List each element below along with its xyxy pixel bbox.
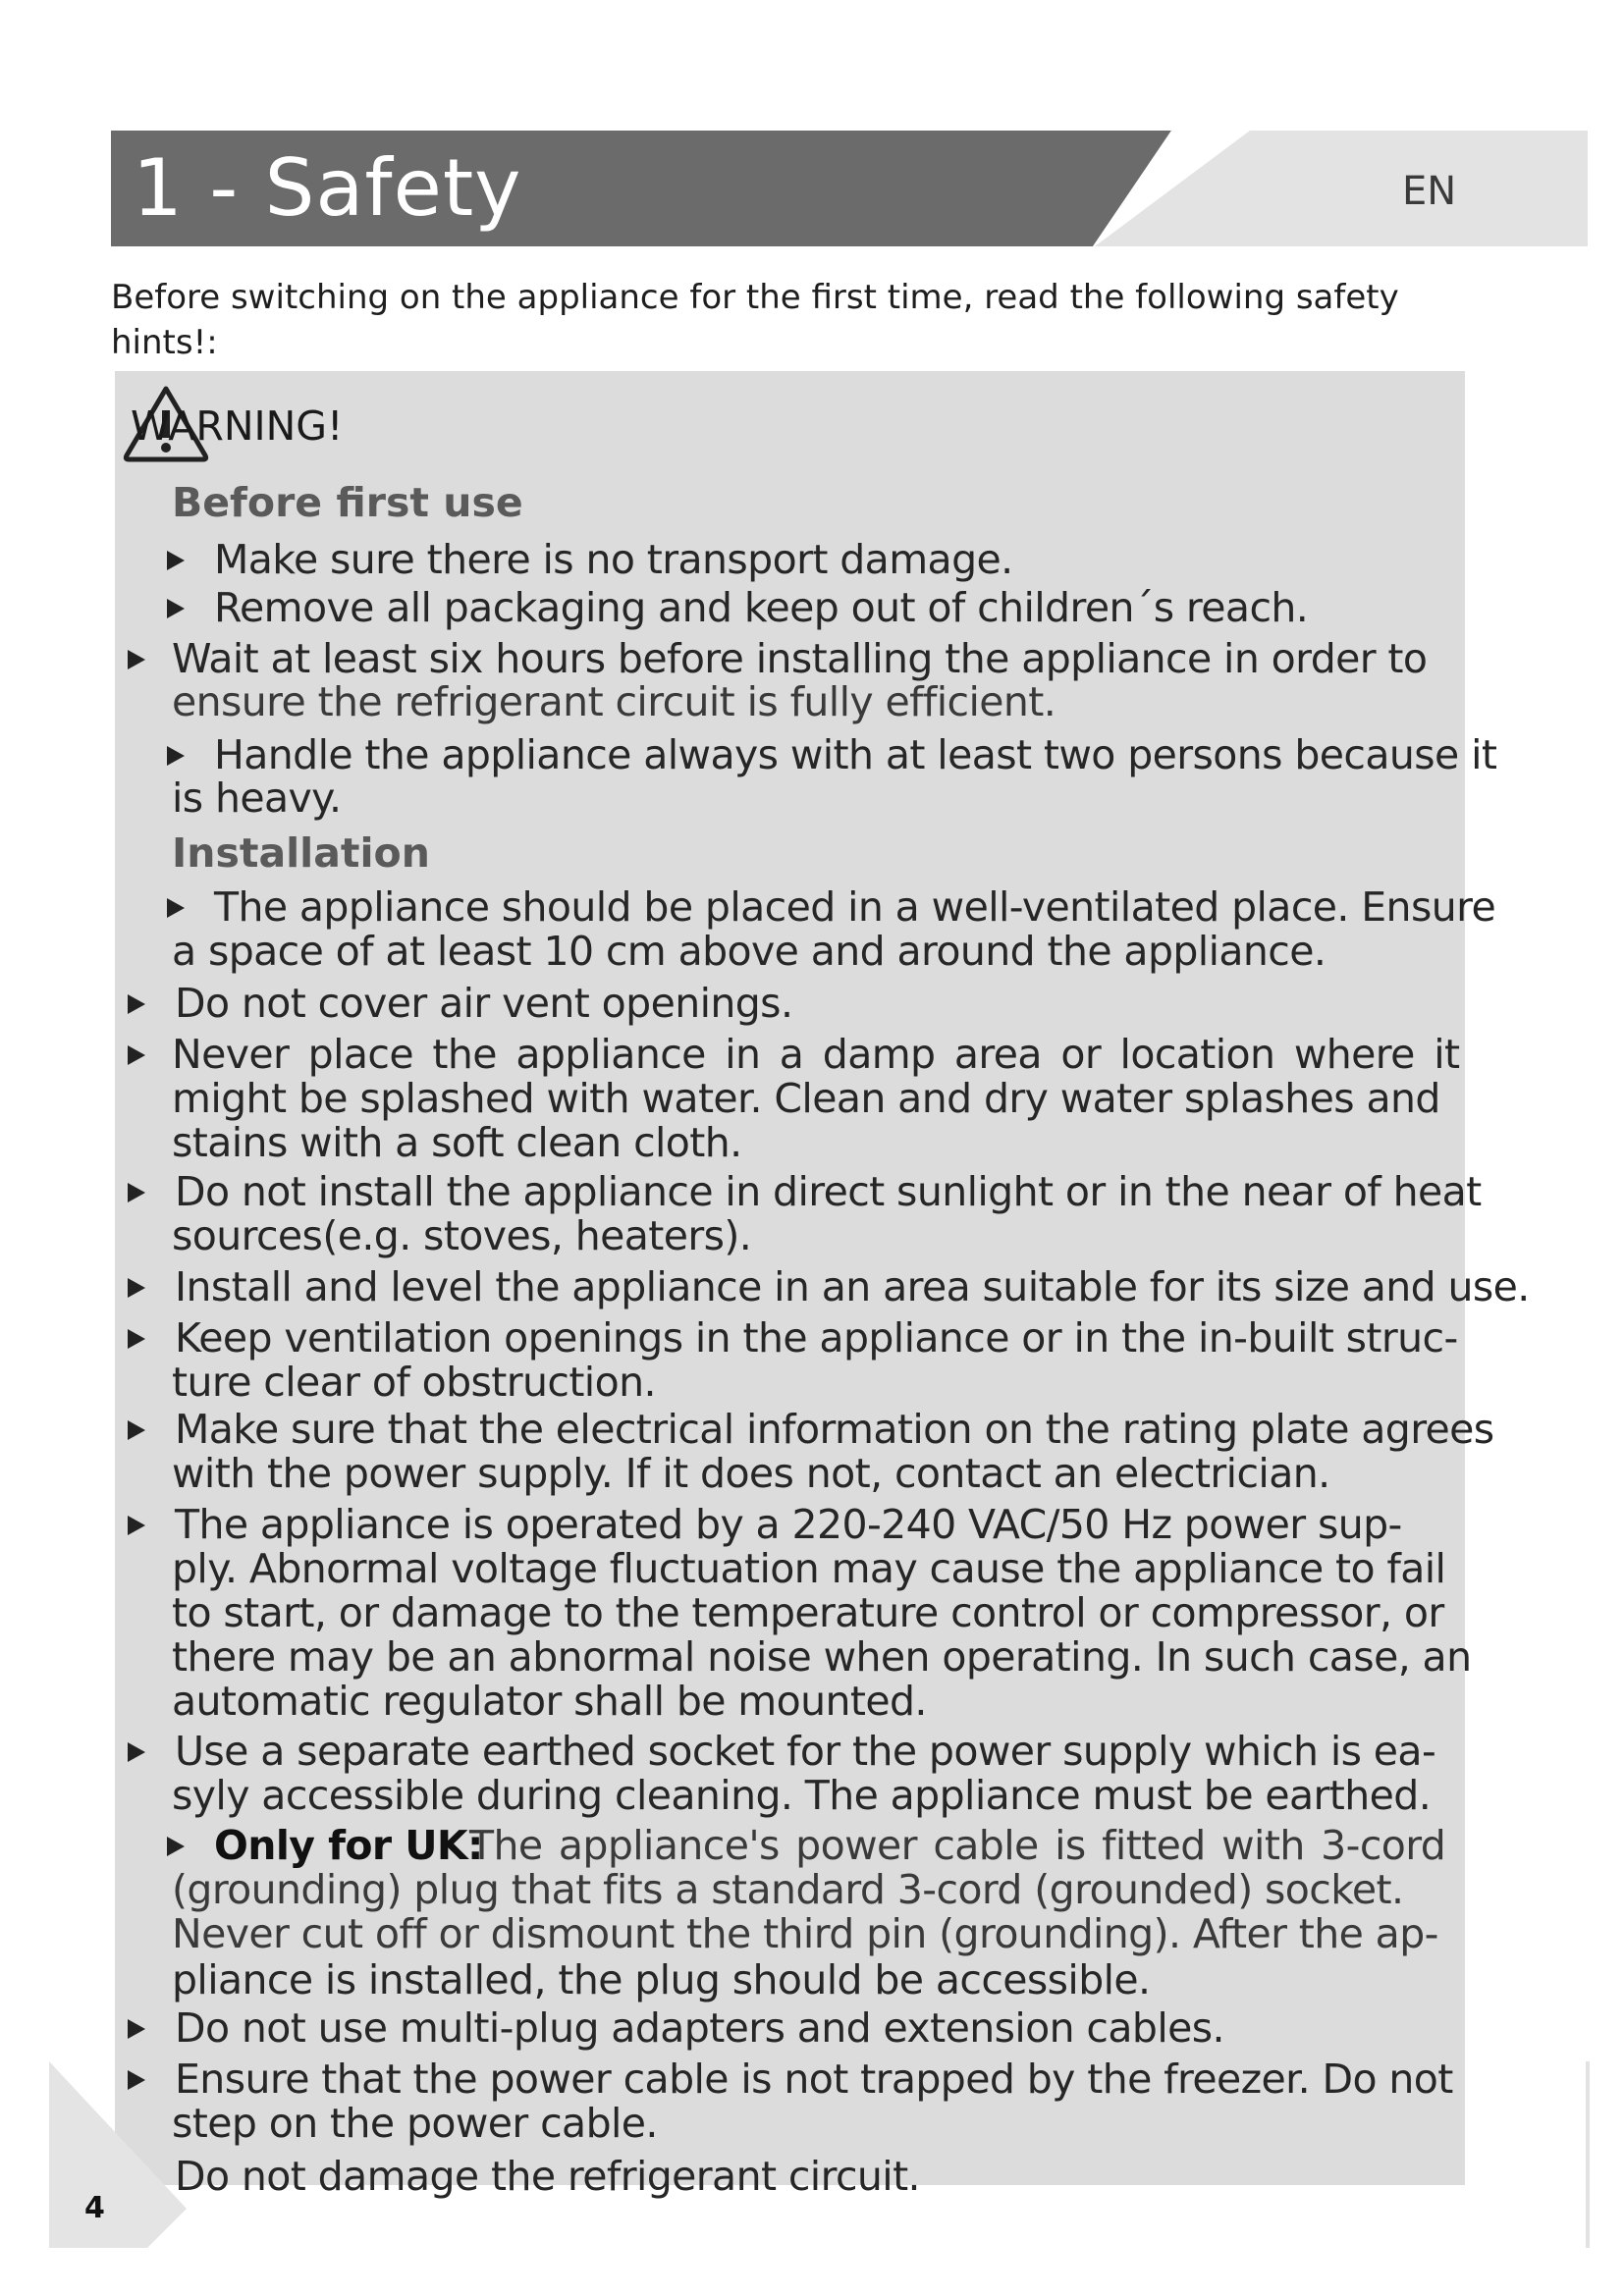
- list-item-continued: ply. Abnormal voltage fluctuation may cause the appliance to fail: [172, 1545, 1446, 1592]
- section-installation: Installation: [172, 829, 430, 877]
- list-item: Make sure there is no transport damage.: [214, 536, 1013, 583]
- list-item: Handle the appliance always with at least two persons because it: [214, 731, 1497, 778]
- list-item: Use a separate earthed socket for the power supply which is ea-: [175, 1728, 1436, 1775]
- bullet-icon: [128, 1278, 145, 1298]
- list-item: Do not damage the refrigerant circuit.: [175, 2153, 920, 2200]
- list-item-continued: is heavy.: [172, 774, 342, 822]
- list-item: The appliance is operated by a 220-240 VAC/50 Hz power sup-: [175, 1501, 1402, 1548]
- bullet-icon: [128, 2019, 145, 2039]
- list-item: Keep ventilation openings in the appliance or in the in-built struc-: [175, 1314, 1458, 1362]
- list-item-continued: there may be an abnormal noise when operating. In such case, an: [172, 1633, 1472, 1681]
- bullet-icon: [167, 898, 185, 918]
- list-item-continued: Never cut off or dismount the third pin (grounding). After the ap-: [172, 1910, 1438, 1957]
- bullet-icon: [128, 1742, 145, 1762]
- list-item-continued: might be splashed with water. Clean and dry water splashes and: [172, 1075, 1440, 1122]
- language-code: EN: [1402, 169, 1457, 214]
- list-item: Remove all packaging and keep out of children´s reach.: [214, 584, 1309, 631]
- list-item-continued: syly accessible during cleaning. The appliance must be earthed.: [172, 1772, 1432, 1819]
- list-item: The appliance's power cable is fitted with 3-cord: [469, 1822, 1446, 1869]
- list-item: Never place the appliance in a damp area or location where it: [172, 1031, 1460, 1078]
- list-item: Make sure that the electrical information on the rating plate agrees: [175, 1406, 1494, 1453]
- list-item-continued: sources(e.g. stoves, heaters).: [172, 1212, 752, 1259]
- list-item-continued: to start, or damage to the temperature control or compressor, or: [172, 1589, 1444, 1636]
- list-item-continued: pliance is installed, the plug should be accessible.: [172, 1956, 1151, 2003]
- bullet-icon: [128, 1420, 145, 1440]
- list-item-continued: stains with a soft clean cloth.: [172, 1119, 742, 1166]
- bullet-icon: [128, 1045, 145, 1065]
- bullet-icon: [167, 746, 185, 766]
- warning-label: WARNING!: [131, 402, 344, 450]
- list-item-continued: (grounding) plug that fits a standard 3-cord (grounded) socket.: [172, 1866, 1404, 1913]
- list-item-continued: a space of at least 10 cm above and around the appliance.: [172, 928, 1326, 975]
- footer-edge-line: [1586, 2061, 1590, 2248]
- list-item-continued: step on the power cable.: [172, 2100, 658, 2147]
- page-title: 1 - Safety: [133, 142, 522, 234]
- intro-text: Before switching on the appliance for the first time, read the following safety hints!:: [111, 278, 1399, 362]
- page-number: 4: [84, 2191, 105, 2225]
- section-before-first-use: Before first use: [172, 479, 523, 526]
- list-item-continued: with the power supply. If it does not, contact an electrician.: [172, 1450, 1330, 1497]
- list-item: Do not cover air vent openings.: [175, 980, 793, 1027]
- bullet-icon: [128, 1183, 145, 1202]
- list-item: Do not install the appliance in direct sunlight or in the near of heat: [175, 1168, 1482, 1215]
- list-item-continued: automatic regulator shall be mounted.: [172, 1678, 927, 1725]
- list-item: The appliance should be placed in a well-ventilated place. Ensure: [214, 883, 1496, 931]
- bullet-icon: [167, 1837, 185, 1856]
- list-item: Wait at least six hours before installing the appliance in order to: [172, 635, 1428, 682]
- bullet-icon: [167, 599, 185, 618]
- footer-page-tab: [49, 2061, 187, 2248]
- bullet-icon: [167, 551, 185, 570]
- uk-only-label: Only for UK:: [214, 1822, 483, 1869]
- list-item: Ensure that the power cable is not trapped by the freezer. Do not: [175, 2056, 1453, 2103]
- list-item-continued: ensure the refrigerant circuit is fully efficient.: [172, 678, 1056, 725]
- list-item: Install and level the appliance in an area suitable for its size and use.: [175, 1263, 1530, 1310]
- bullet-icon: [128, 1329, 145, 1349]
- bullet-icon: [128, 650, 145, 669]
- list-item: Do not use multi-plug adapters and extension cables.: [175, 2004, 1224, 2052]
- bullet-icon: [128, 994, 145, 1014]
- list-item-continued: ture clear of obstruction.: [172, 1359, 656, 1406]
- bullet-icon: [128, 1516, 145, 1535]
